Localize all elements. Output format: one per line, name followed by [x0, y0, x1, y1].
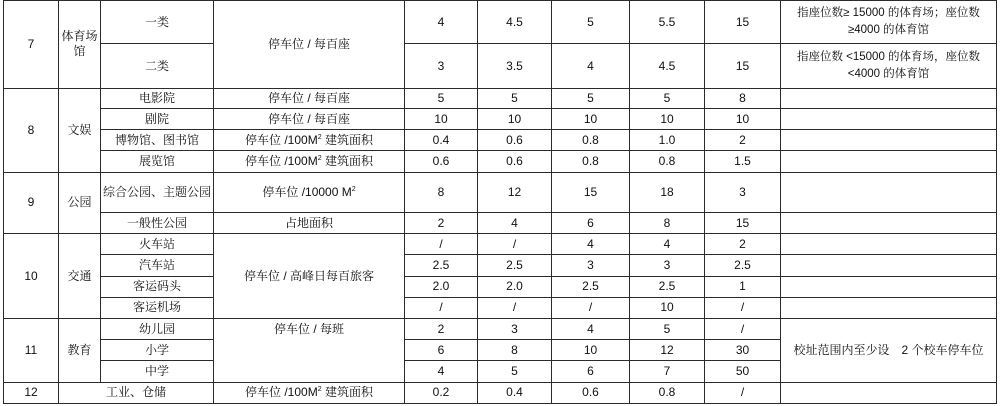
unit-cell: 停车位 / 高峰日每百旅客	[214, 234, 405, 319]
category-cell: 文娱	[59, 88, 101, 172]
note-cell	[781, 255, 997, 276]
unit-superscript: 2	[317, 386, 322, 394]
note-cell	[781, 234, 997, 255]
value-cell: 2.0	[405, 276, 478, 297]
value-cell: 10	[552, 109, 630, 130]
value-cell: 0.6	[478, 151, 552, 172]
value-cell: /	[478, 234, 552, 255]
unit-cell: 停车位 / 每百座	[214, 109, 405, 130]
value-cell: 6	[552, 361, 630, 382]
value-cell: 3	[630, 255, 705, 276]
value-cell: 2	[405, 213, 478, 234]
table-row	[4, 88, 997, 108]
value-cell: /	[705, 382, 781, 403]
value-cell: /	[552, 297, 630, 318]
value-cell: 3	[552, 255, 630, 276]
value-cell: 4	[552, 319, 630, 340]
category-cell: 交通	[59, 234, 101, 319]
category-cell: 公园	[59, 172, 101, 234]
subcategory-cell: 二类	[101, 44, 214, 88]
row-number: 11	[4, 319, 59, 383]
value-cell: 2	[705, 130, 781, 151]
value-cell: 18	[630, 172, 705, 212]
subcategory-cell: 电影院	[101, 88, 214, 108]
subcategory-cell: 火车站	[101, 234, 214, 255]
value-cell: 2	[405, 319, 478, 340]
row-number: 8	[4, 88, 59, 172]
value-cell: 10	[552, 340, 630, 361]
unit-text: 建筑面积	[324, 154, 373, 169]
category-cell: 工业、仓储	[59, 382, 214, 403]
value-cell: 3	[478, 319, 552, 340]
table-row	[4, 297, 997, 318]
note-cell: 指座位数≥ 15000 的体育场；座位数≥4000 的体育馆	[781, 1, 997, 44]
value-cell: /	[705, 297, 781, 318]
value-cell: 3	[705, 172, 781, 212]
value-cell: 8	[478, 340, 552, 361]
note-cell: 校址范围内至少设 2 个校车停车位	[781, 319, 997, 383]
value-cell: 8	[705, 88, 781, 108]
table-row	[4, 234, 997, 255]
subcategory-cell: 展览馆	[101, 151, 214, 172]
value-cell: 0.8	[630, 151, 705, 172]
row-number: 7	[4, 1, 59, 89]
value-cell: 2.5	[478, 255, 552, 276]
unit-superscript: 2	[317, 133, 322, 141]
value-cell: 6	[405, 340, 478, 361]
subcategory-cell: 汽车站	[101, 255, 214, 276]
value-cell: 2.5	[705, 255, 781, 276]
value-cell: 10	[478, 109, 552, 130]
value-cell: 1.0	[630, 130, 705, 151]
value-cell: 0.2	[405, 382, 478, 403]
category-cell: 体育场馆	[59, 1, 101, 89]
row-number: 12	[4, 382, 59, 403]
value-cell: 0.6	[405, 151, 478, 172]
value-cell: 12	[630, 340, 705, 361]
table-row	[4, 151, 997, 172]
note-cell	[781, 213, 997, 234]
subcategory-cell: 幼儿园	[101, 319, 214, 340]
value-cell: 5.5	[630, 1, 705, 44]
unit-text: 停车位 /100M	[245, 154, 318, 169]
value-cell: 50	[705, 361, 781, 382]
table-row	[4, 44, 997, 88]
category-cell: 教育	[59, 319, 101, 383]
note-cell	[781, 109, 997, 130]
unit-cell: 停车位 / 每百座	[214, 1, 405, 89]
value-cell: 0.8	[552, 151, 630, 172]
unit-cell: 占地面积	[214, 213, 405, 234]
value-cell: 5	[630, 319, 705, 340]
note-cell	[781, 88, 997, 108]
value-cell: 1	[705, 276, 781, 297]
value-cell: 5	[405, 88, 478, 108]
table-row	[4, 276, 997, 297]
value-cell: 4	[552, 234, 630, 255]
unit-text: 停车位 /100M	[245, 132, 318, 147]
subcategory-cell: 一类	[101, 1, 214, 44]
value-cell: 3.5	[478, 44, 552, 88]
value-cell: 4	[630, 234, 705, 255]
value-cell: 5	[478, 361, 552, 382]
table-row	[4, 1, 997, 44]
note-cell	[781, 130, 997, 151]
parking-standard-table	[3, 0, 997, 404]
value-cell: 3	[405, 44, 478, 88]
value-cell: 5	[552, 88, 630, 108]
value-cell: /	[705, 319, 781, 340]
table-row	[4, 319, 997, 340]
unit-superscript: 2	[351, 185, 356, 193]
value-cell: 2.0	[478, 276, 552, 297]
table-row	[4, 213, 997, 234]
unit-cell	[214, 130, 405, 151]
value-cell: 4	[552, 44, 630, 88]
subcategory-cell: 中学	[101, 361, 214, 382]
value-cell: 2.5	[630, 276, 705, 297]
value-cell: 10	[630, 297, 705, 318]
note-cell	[781, 172, 997, 212]
subcategory-cell: 客运码头	[101, 276, 214, 297]
table-row	[4, 255, 997, 276]
note-cell: 指座位数 <15000 的体育场，座位数<4000 的体育馆	[781, 44, 997, 88]
value-cell: 0.4	[478, 382, 552, 403]
table-row	[4, 172, 997, 212]
row-number: 10	[4, 234, 59, 319]
subcategory-cell: 小学	[101, 340, 214, 361]
value-cell: 15	[552, 172, 630, 212]
value-cell: 4.5	[630, 44, 705, 88]
note-cell	[781, 382, 997, 403]
unit-cell: 停车位 / 每班	[214, 319, 405, 383]
value-cell: 10	[705, 109, 781, 130]
value-cell: 2.5	[552, 276, 630, 297]
note-cell	[781, 151, 997, 172]
value-cell: /	[405, 234, 478, 255]
value-cell: 8	[405, 172, 478, 212]
table-row	[4, 109, 997, 130]
value-cell: 1.5	[705, 151, 781, 172]
value-cell: 12	[478, 172, 552, 212]
value-cell: 0.8	[552, 130, 630, 151]
value-cell: 4.5	[478, 1, 552, 44]
value-cell: 6	[552, 213, 630, 234]
unit-text: 停车位 /10000 M	[262, 184, 352, 199]
subcategory-cell: 博物馆、图书馆	[101, 130, 214, 151]
value-cell: 10	[630, 109, 705, 130]
note-cell	[781, 297, 997, 318]
value-cell: /	[405, 297, 478, 318]
value-cell: 7	[630, 361, 705, 382]
value-cell: /	[478, 297, 552, 318]
table-row	[4, 130, 997, 151]
value-cell: 0.8	[630, 382, 705, 403]
value-cell: 4	[478, 213, 552, 234]
unit-text: 建筑面积	[324, 132, 373, 147]
value-cell: 15	[705, 1, 781, 44]
value-cell: 2.5	[405, 255, 478, 276]
unit-text: 建筑面积	[324, 385, 373, 400]
row-number: 9	[4, 172, 59, 234]
value-cell: 8	[630, 213, 705, 234]
subcategory-cell: 一般性公园	[101, 213, 214, 234]
unit-text: 停车位 /100M	[245, 385, 318, 400]
value-cell: 15	[705, 44, 781, 88]
value-cell: 5	[552, 1, 630, 44]
unit-cell: 停车位 / 每百座	[214, 88, 405, 108]
unit-cell	[214, 172, 405, 212]
unit-cell	[214, 151, 405, 172]
value-cell: 10	[405, 109, 478, 130]
value-cell: 0.6	[478, 130, 552, 151]
value-cell: 30	[705, 340, 781, 361]
value-cell: 5	[478, 88, 552, 108]
table-row	[4, 382, 997, 403]
value-cell: 4	[405, 361, 478, 382]
subcategory-cell: 剧院	[101, 109, 214, 130]
value-cell: 0.4	[405, 130, 478, 151]
subcategory-cell: 综合公园、主题公园	[101, 172, 214, 212]
value-cell: 0.6	[552, 382, 630, 403]
value-cell: 5	[630, 88, 705, 108]
value-cell: 15	[705, 213, 781, 234]
unit-cell	[214, 382, 405, 403]
value-cell: 2	[705, 234, 781, 255]
value-cell: 4	[405, 1, 478, 44]
subcategory-cell: 客运机场	[101, 297, 214, 318]
note-cell	[781, 276, 997, 297]
unit-superscript: 2	[317, 155, 322, 163]
